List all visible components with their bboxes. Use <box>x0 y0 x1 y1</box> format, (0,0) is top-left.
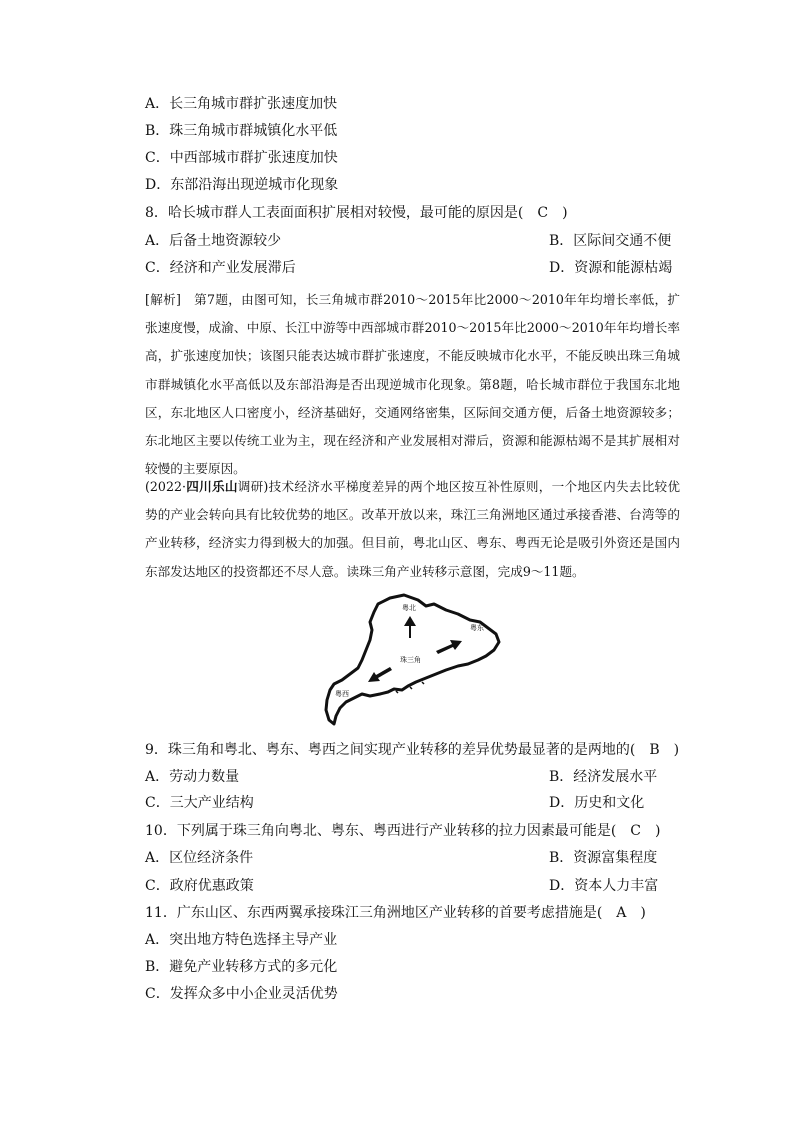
q8-options-row2 <box>145 258 673 278</box>
q7-option-c: C．中西部城市群扩张速度加快 <box>145 150 338 166</box>
arrow-east <box>436 640 462 654</box>
q10-option-a: A．区位经济条件 <box>145 850 254 866</box>
q7-option-b: B．珠三角城市群城镇化水平低 <box>145 123 338 139</box>
q8-option-a: A．后备土地资源较少 <box>145 233 282 249</box>
intro-paragraph <box>145 473 680 586</box>
intro-source-prefix: (2022· <box>145 479 186 494</box>
q8-option-d: D．资源和能源枯竭 <box>549 260 673 276</box>
q8-stem: 8．哈长城市群人工表面面积扩展相对较慢，最可能的原因是( C ) <box>145 205 568 221</box>
q9-stem: 9．珠三角和粤北、粤东、粤西之间实现产业转移的差异优势最显著的是两地的( B ) <box>145 742 680 758</box>
intro-source-bold: 四川乐山 <box>185 479 238 494</box>
q10-option-c: C．政府优惠政策 <box>145 878 254 894</box>
q10-options-row1 <box>145 848 658 868</box>
q8-options-row1 <box>145 231 672 251</box>
intro-source-suffix: 调研) <box>237 479 269 494</box>
q9-option-d: D．历史和文化 <box>549 795 645 811</box>
map-label-east: 粤东 <box>470 624 484 632</box>
q8-option-c: C．经济和产业发展滞后 <box>145 260 296 276</box>
q7-option-d: D．东部沿海出现逆城市化现象 <box>145 177 339 193</box>
q9-options-row1 <box>145 767 658 787</box>
q7-option-a: A．长三角城市群扩张速度加快 <box>145 96 338 112</box>
q9-options-row2 <box>145 793 645 813</box>
q11-option-c: C．发挥众多中小企业灵活优势 <box>145 986 338 1002</box>
q10-option-d: D．资本人力丰富 <box>549 878 659 894</box>
arrow-north <box>404 616 416 638</box>
q9-option-a: A．劳动力数量 <box>145 769 240 785</box>
map-label-center: 珠三角 <box>400 656 421 664</box>
arrow-west <box>368 667 392 682</box>
q9-option-c: C．三大产业结构 <box>145 795 254 811</box>
analysis-paragraph <box>145 286 680 483</box>
q10-options-row2 <box>145 876 659 896</box>
analysis-text: [解析] 第7题，由图可知，长三角城市群2010～2015年比2000～2010年年均增长率低，扩张速度慢，成渝、中原、长江中游等中西部城市群2010～2015年比2000～2010年年均增长率高，扩张速度加快；该图只能表达城市群扩张速度，不能反映城市化水平，不能反映出珠三角城市群城镇化水平高低以及东部沿海是否出现逆城市化现象。第8题，哈长城市群位于我国东北地区，东北地区人口密度小，经济基础好，交通网络密集，区际间交通方便，后备土地资源较多；东北地区主要以传统工业为主，现在经济和产业发展相对滞后，资源和能源枯竭不是其扩展相对较慢的主要原因。 <box>145 292 680 477</box>
map-label-west: 粤西 <box>335 690 349 698</box>
q9-option-b: B．经济发展水平 <box>549 769 658 785</box>
q8-option-b: B．区际间交通不便 <box>549 233 672 249</box>
intro-text: 技术经济水平梯度差异的两个地区按互补性原则，一个地区内失去比较优势的产业会转向具有比较优势的地区。改革开放以来，珠江三角洲地区通过承接香港、台湾等的产业转移，经济实力得到极大的加强。但目前，粤北山区、粤东、粤西无论是吸引外资还是国内东部发达地区的投资都还不尽人意。读珠三角产业转移示意图，完成9～11题。 <box>145 479 681 579</box>
q11-option-a: A．突出地方特色选择主导产业 <box>145 932 338 948</box>
q11-option-b: B．避免产业转移方式的多元化 <box>145 959 338 975</box>
q11-stem: 11．广东山区、东西两翼承接珠江三角洲地区产业转移的首要考虑措施是( A ) <box>145 905 646 921</box>
q10-stem: 10．下列属于珠三角向粤北、粤东、粤西进行产业转移的拉力因素最可能是( C ) <box>145 823 661 839</box>
q10-option-b: B．资源富集程度 <box>549 850 658 866</box>
map-label-north: 粤北 <box>402 604 416 612</box>
pearl-river-delta-transfer-map <box>318 592 503 727</box>
